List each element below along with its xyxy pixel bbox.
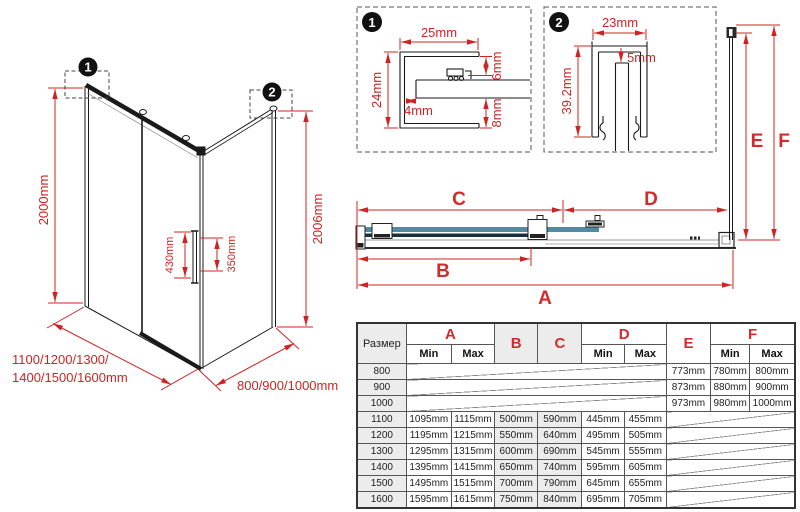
callout-1-number: 1 <box>84 59 92 75</box>
detail-2-top-width-label: 23mm <box>601 15 639 30</box>
size-table <box>356 322 796 509</box>
table-cell: 880mm <box>711 380 750 396</box>
table-cell: 455mm <box>624 412 666 428</box>
table-cell: 1415mm <box>451 460 494 476</box>
table-cell: 650mm <box>495 460 538 476</box>
table-cell: 1500 <box>357 476 406 492</box>
table-cell: 1315mm <box>451 444 494 460</box>
perspective-dimension-lines <box>47 88 313 391</box>
table-cell-empty <box>666 444 795 460</box>
table-cell: 1395mm <box>406 460 451 476</box>
subheader-d-min: Min <box>582 345 624 364</box>
table-row <box>357 460 795 476</box>
table-cell: 550mm <box>495 428 538 444</box>
dim-letter-f: F <box>778 131 790 152</box>
detail-1-box <box>357 7 531 152</box>
table-cell: 980mm <box>711 396 750 412</box>
detail-2-dim-lines <box>574 29 646 137</box>
detail-2-inner-gap-label: 5mm <box>627 50 656 65</box>
plan-view-dim-lines <box>357 25 780 289</box>
depth-options-label: 800/900/1000mm <box>237 378 339 393</box>
callout-2-number: 2 <box>268 84 276 100</box>
table-cell: 740mm <box>538 460 582 476</box>
table-row <box>357 380 795 396</box>
table-row <box>357 396 795 412</box>
dim-letter-d: D <box>644 189 658 210</box>
table-cell: 640mm <box>538 428 582 444</box>
plan-view-geometry <box>356 27 737 249</box>
detail-2-box <box>544 7 716 152</box>
table-cell-empty <box>666 412 795 428</box>
dim-letter-e: E <box>750 131 764 152</box>
handle-hole-spacing-label: 350mm <box>226 235 238 273</box>
table-cell-empty <box>406 364 666 380</box>
table-cell: 780mm <box>711 364 750 380</box>
table-cell: 555mm <box>624 444 666 460</box>
detail-1-inner-gap-label: 4mm <box>404 103 433 118</box>
dim-letter-a: A <box>538 288 552 309</box>
table-cell: 900 <box>357 380 406 396</box>
side-panel-wall-line <box>730 30 733 240</box>
table-cell: 750mm <box>495 492 538 509</box>
table-cell: 1615mm <box>451 492 494 509</box>
subheader-a-max: Max <box>451 345 494 364</box>
subheader-f-max: Max <box>750 345 795 364</box>
table-cell: 1400 <box>357 460 406 476</box>
detail-1-top-width-label: 25mm <box>420 25 458 40</box>
table-row <box>357 364 795 380</box>
table-cell: 605mm <box>624 460 666 476</box>
table-cell: 1000mm <box>750 396 795 412</box>
table-cell: 705mm <box>624 492 666 509</box>
table-cell-empty <box>666 476 795 492</box>
detail-2-number: 2 <box>555 14 563 30</box>
subheader-a-min: Min <box>406 345 451 364</box>
table-cell-empty <box>666 460 795 476</box>
table-cell: 500mm <box>495 412 538 428</box>
column-header-e: E <box>666 323 710 364</box>
column-header-f: F <box>711 323 795 345</box>
callout-markers <box>65 58 292 119</box>
table-cell: 695mm <box>582 492 624 509</box>
table-cell-empty <box>666 492 795 509</box>
table-cell: 600mm <box>495 444 538 460</box>
table-cell-empty <box>666 428 795 444</box>
table-cell: 840mm <box>538 492 582 509</box>
table-cell: 1095mm <box>406 412 451 428</box>
table-cell: 973mm <box>666 396 710 412</box>
rail-right-end-bracket <box>719 233 734 248</box>
table-cell: 790mm <box>538 476 582 492</box>
detail-1-number: 1 <box>368 14 376 30</box>
table-cell: 1300 <box>357 444 406 460</box>
table-cell: 800mm <box>750 364 795 380</box>
table-cell: 773mm <box>666 364 710 380</box>
width-options-line2: 1400/1500/1600mm <box>12 370 128 385</box>
width-options-line1: 1100/1200/1300/ <box>12 352 109 367</box>
table-cell: 590mm <box>538 412 582 428</box>
table-cell: 1000 <box>357 396 406 412</box>
table-cell: 690mm <box>538 444 582 460</box>
table-cell: 1515mm <box>451 476 494 492</box>
detail-1-left-height-label: 24mm <box>369 71 384 109</box>
table-cell: 800 <box>357 364 406 380</box>
table-cell: 1595mm <box>406 492 451 509</box>
table-cell: 700mm <box>495 476 538 492</box>
table-cell: 1600 <box>357 492 406 509</box>
column-header-c: C <box>538 323 582 364</box>
table-row <box>357 492 795 509</box>
table-cell: 505mm <box>624 428 666 444</box>
table-row <box>357 428 795 444</box>
table-cell: 1195mm <box>406 428 451 444</box>
size-table-container <box>356 322 796 509</box>
table-cell-empty <box>406 396 666 412</box>
table-cell: 595mm <box>582 460 624 476</box>
table-cell: 655mm <box>624 476 666 492</box>
column-header-a: A <box>406 323 494 345</box>
column-header-b: B <box>495 323 538 364</box>
table-cell: 1200 <box>357 428 406 444</box>
handle-length-label: 430mm <box>164 236 176 274</box>
detail-1-right-top-label: 6mm <box>489 51 504 81</box>
subheader-d-max: Max <box>624 345 666 364</box>
column-header-d: D <box>582 323 666 345</box>
table-cell: 1295mm <box>406 444 451 460</box>
table-cell: 1100 <box>357 412 406 428</box>
door-glass-top-band <box>358 227 599 232</box>
perspective-enclosure-geometry <box>85 84 277 369</box>
size-table-body <box>357 364 795 509</box>
table-cell: 1215mm <box>451 428 494 444</box>
table-row <box>357 412 795 428</box>
table-cell: 495mm <box>582 428 624 444</box>
table-cell: 873mm <box>666 380 710 396</box>
table-cell: 545mm <box>582 444 624 460</box>
table-cell-empty <box>406 380 666 396</box>
dim-letter-c: C <box>452 189 466 210</box>
dim-letter-b: B <box>436 261 450 282</box>
table-row <box>357 444 795 460</box>
table-cell: 645mm <box>582 476 624 492</box>
left-height-label: 2000mm <box>36 174 51 226</box>
table-row <box>357 476 795 492</box>
right-height-label: 2006mm <box>310 193 325 245</box>
size-column-header: Размер <box>357 323 406 364</box>
detail-2-left-height-label: 39.2mm <box>559 67 574 115</box>
subheader-f-min: Min <box>711 345 750 364</box>
table-cell: 900mm <box>750 380 795 396</box>
table-cell: 1115mm <box>451 412 494 428</box>
detail-1-right-bottom-label: 8mm <box>489 98 504 128</box>
table-cell: 1495mm <box>406 476 451 492</box>
table-cell: 445mm <box>582 412 624 428</box>
